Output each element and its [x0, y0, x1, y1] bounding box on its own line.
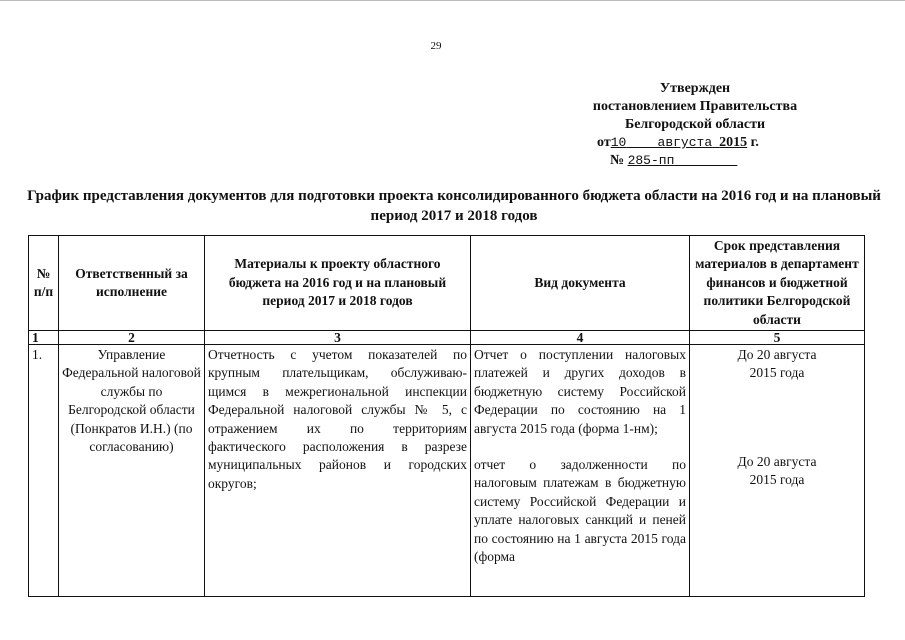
- table-header-row: [29, 236, 865, 331]
- column-number: 5: [690, 331, 865, 345]
- column-number: 4: [471, 331, 690, 345]
- header-number: № п/п: [29, 236, 59, 331]
- deadline-cell: [690, 345, 865, 597]
- doc-type-2: отчет о задолженности по налоговым платежам в бюджетную систему Российской Федерации и уплате налоговых санкций и пеней по состоянию на 1 августа 2015 года (форма: [474, 457, 686, 565]
- column-number: 1: [29, 331, 59, 345]
- approval-date-year: 2015: [719, 135, 748, 150]
- approval-line-2: Белгородской области: [624, 117, 766, 132]
- column-number: 2: [59, 331, 205, 345]
- row-number: 1.: [29, 345, 59, 597]
- column-number: 3: [205, 331, 471, 345]
- header-doc-type: Вид документа: [471, 236, 690, 331]
- approval-date: [560, 134, 830, 152]
- table-row: [29, 345, 865, 597]
- deadline-1: До 20 августа 2015 года: [737, 347, 817, 381]
- document-title: График представления документов для подготовки проекта консолидированного бюджета области на 2016 год и на плановый период 2017 и 2018 годов: [27, 188, 881, 224]
- approval-date-month: августа: [657, 135, 713, 150]
- approval-number: [560, 152, 830, 170]
- responsible-cell: Управление Федеральной налоговой службы по Белгородской области (Понкратов И.Н.) (по согласованию): [59, 345, 205, 597]
- approval-date-prefix: от: [597, 135, 611, 150]
- approval-number-prefix: №: [610, 153, 625, 168]
- approval-date-day: 10: [610, 135, 627, 150]
- materials-cell: Отчетность с учетом показателей по крупным плательщикам, обслуживаю-щимся в межрегиональной инспекции Федеральной налоговой службы № 5, с отражением их по территориям фактического расположения в разрезе муниципальных районов и городских округов;: [205, 345, 471, 597]
- page-number: 29: [430, 40, 442, 52]
- approval-line-1: постановлением Правительства: [592, 99, 798, 114]
- header-responsible: Ответственный за исполнение: [59, 236, 205, 331]
- doc-type-cell: [471, 345, 690, 597]
- column-number-row: [29, 331, 865, 345]
- approval-block: [560, 80, 830, 170]
- doc-type-1: Отчет о поступлении налоговых платежей и других доходов в бюджетную систему Российской Федерации по состоянию на 1 августа 2015 года (форма 1-нм);: [474, 347, 686, 436]
- page-top-edge: [0, 0, 905, 1]
- approval-number-value: 285-пп: [627, 153, 675, 168]
- header-materials: Материалы к проекту областного бюджета на 2016 год и на плановый период 2017 и 2018 годов: [205, 236, 471, 331]
- deadline-2: До 20 августа 2015 года: [737, 453, 817, 488]
- schedule-table: [28, 235, 865, 597]
- header-deadline: Срок представления материалов в департамент финансов и бюджетной политики Белгородской области: [690, 236, 865, 331]
- approval-title: Утвержден: [659, 81, 731, 96]
- approval-date-suffix: г.: [750, 135, 759, 150]
